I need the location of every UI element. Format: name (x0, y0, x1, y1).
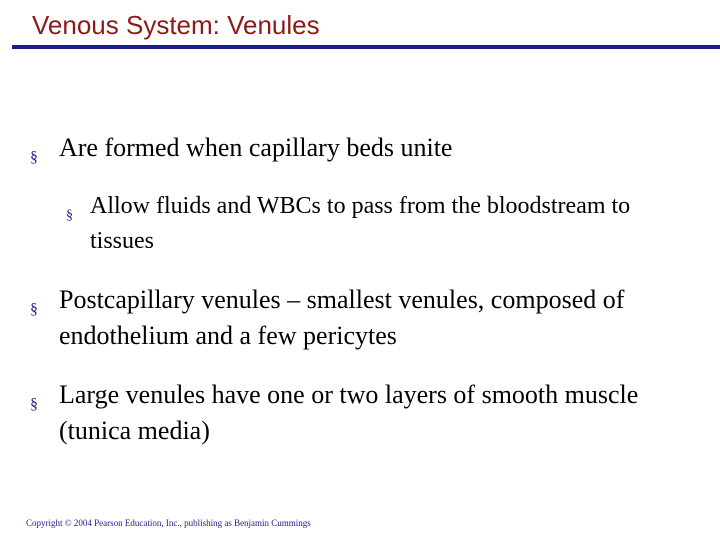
bullet-text: Large venules have one or two layers of smooth muscle (tunica media) (59, 380, 639, 445)
bullet-marker-icon: § (30, 396, 38, 413)
bullet-item (30, 282, 700, 354)
copyright-footer: Copyright © 2004 Pearson Education, Inc., publishing as Benjamin Cummings (26, 518, 311, 528)
bullet-text: Are formed when capillary beds unite (59, 133, 453, 162)
bullet-text: Postcapillary venules – smallest venules, composed of endothelium and a few pericytes (59, 285, 625, 350)
slide-title: Venous System: Venules (32, 10, 320, 40)
bullet-item (30, 130, 700, 166)
sub-bullet-item (66, 189, 666, 259)
title-divider (12, 45, 720, 49)
bullet-text: Allow fluids and WBCs to pass from the bloodstream to tissues (90, 193, 631, 254)
bullet-marker-icon: § (66, 208, 73, 223)
bullet-marker-icon: § (30, 149, 38, 166)
bullet-item (30, 377, 700, 449)
bullet-marker-icon: § (30, 301, 38, 318)
